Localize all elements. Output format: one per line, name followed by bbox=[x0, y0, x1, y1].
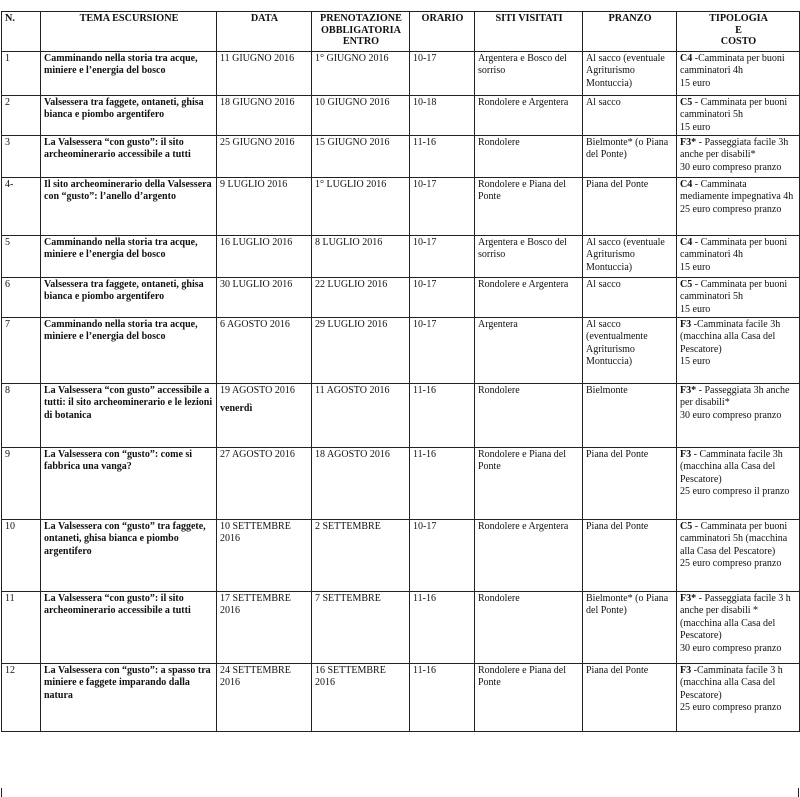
table-row bbox=[2, 664, 800, 732]
header-siti: SITI VISITATI bbox=[475, 12, 583, 52]
header-data: DATA bbox=[217, 12, 312, 52]
cell-n: 11 bbox=[2, 592, 41, 664]
cell-n: 7 bbox=[2, 318, 41, 384]
cell-prenotazione: 22 LUGLIO 2016 bbox=[312, 278, 410, 318]
table-row bbox=[2, 52, 800, 96]
cell-n: 6 bbox=[2, 278, 41, 318]
cell-siti: Rondolere bbox=[475, 136, 583, 178]
table-row bbox=[2, 96, 800, 136]
cell-pranzo: Piana del Ponte bbox=[583, 664, 677, 732]
cell-data: 16 LUGLIO 2016 bbox=[217, 236, 312, 278]
table-row bbox=[2, 520, 800, 592]
cell-data: 24 SETTEMBRE 2016 bbox=[217, 664, 312, 732]
cell-siti: Rondolere bbox=[475, 384, 583, 448]
cell-pranzo: Al sacco (eventualmente Agriturismo Montuccia) bbox=[583, 318, 677, 384]
table-row bbox=[2, 136, 800, 178]
cell-orario: 10-17 bbox=[410, 318, 475, 384]
table-row bbox=[2, 278, 800, 318]
cell-n: 3 bbox=[2, 136, 41, 178]
table-row bbox=[2, 448, 800, 520]
cell-tipologia: F3* - Passeggiata facile 3h anche per disabili* 30 euro compreso pranzo bbox=[677, 136, 800, 178]
table-header-row bbox=[2, 12, 800, 52]
cell-pranzo: Al sacco bbox=[583, 96, 677, 136]
cell-pranzo: Bielmonte* (o Piana del Ponte) bbox=[583, 136, 677, 178]
header-tema: TEMA ESCURSIONE bbox=[41, 12, 217, 52]
cell-pranzo: Piana del Ponte bbox=[583, 178, 677, 236]
cell-orario: 10-17 bbox=[410, 178, 475, 236]
cell-prenotazione: 8 LUGLIO 2016 bbox=[312, 236, 410, 278]
cell-tema: Camminando nella storia tra acque, miniere e l’energia del bosco bbox=[41, 52, 217, 96]
cell-prenotazione: 1° LUGLIO 2016 bbox=[312, 178, 410, 236]
table-row bbox=[2, 236, 800, 278]
cell-data: 10 SETTEMBRE 2016 bbox=[217, 520, 312, 592]
cell-tipologia: C4 - Camminata mediamente impegnativa 4h 25 euro compreso pranzo bbox=[677, 178, 800, 236]
cell-tipologia: F3* - Passeggiata facile 3 h anche per disabili * (macchina alla Casa del Pescatore) 30 euro compreso pranzo bbox=[677, 592, 800, 664]
cell-tema: La Valsessera “con gusto”: il sito archeominerario accessibile a tutti bbox=[41, 592, 217, 664]
cell-tema: Valsessera tra faggete, ontaneti, ghisa bianca e piombo argentifero bbox=[41, 96, 217, 136]
cell-orario: 10-18 bbox=[410, 96, 475, 136]
table-row bbox=[2, 178, 800, 236]
cell-data: 11 GIUGNO 2016 bbox=[217, 52, 312, 96]
cell-siti: Rondolere e Piana del Ponte bbox=[475, 664, 583, 732]
cell-n: 9 bbox=[2, 448, 41, 520]
cell-pranzo: Piana del Ponte bbox=[583, 520, 677, 592]
cell-n: 12 bbox=[2, 664, 41, 732]
cell-tema: La Valsessera con “gusto”: a spasso tra miniere e faggete imparando dalla natura bbox=[41, 664, 217, 732]
cell-orario: 10-17 bbox=[410, 52, 475, 96]
cell-orario: 10-17 bbox=[410, 520, 475, 592]
cell-siti: Rondolere e Argentera bbox=[475, 520, 583, 592]
cell-tipologia: C5 - Camminata per buoni camminatori 5h 15 euro bbox=[677, 96, 800, 136]
cell-orario: 11-16 bbox=[410, 136, 475, 178]
cell-tipologia: F3 -Camminata facile 3h (macchina alla Casa del Pescatore) 15 euro bbox=[677, 318, 800, 384]
cell-tema: La Valsessera con “gusto” tra faggete, ontaneti, ghisa bianca e piombo argentifero bbox=[41, 520, 217, 592]
header-prenotazione: PRENOTAZIONE OBBLIGATORIA ENTRO bbox=[312, 12, 410, 52]
cell-tema: Valsessera tra faggete, ontaneti, ghisa bianca e piombo argentifero bbox=[41, 278, 217, 318]
cell-prenotazione: 7 SETTEMBRE bbox=[312, 592, 410, 664]
cell-siti: Rondolere e Argentera bbox=[475, 96, 583, 136]
cell-prenotazione: 15 GIUGNO 2016 bbox=[312, 136, 410, 178]
cell-siti: Argentera e Bosco del sorriso bbox=[475, 52, 583, 96]
cell-siti: Argentera bbox=[475, 318, 583, 384]
cell-n: 1 bbox=[2, 52, 41, 96]
table-row bbox=[2, 384, 800, 448]
table-continuation bbox=[1, 788, 799, 797]
cell-siti: Rondolere e Piana del Ponte bbox=[475, 178, 583, 236]
cell-data: 17 SETTEMBRE 2016 bbox=[217, 592, 312, 664]
cell-siti: Rondolere e Argentera bbox=[475, 278, 583, 318]
cell-data: 27 AGOSTO 2016 bbox=[217, 448, 312, 520]
cell-prenotazione: 10 GIUGNO 2016 bbox=[312, 96, 410, 136]
table-row bbox=[2, 318, 800, 384]
cell-siti: Argentera e Bosco del sorriso bbox=[475, 236, 583, 278]
cell-prenotazione: 29 LUGLIO 2016 bbox=[312, 318, 410, 384]
cell-prenotazione: 1° GIUGNO 2016 bbox=[312, 52, 410, 96]
cell-tipologia: C4 -Camminata per buoni camminatori 4h 15 euro bbox=[677, 52, 800, 96]
cell-tipologia: F3 - Camminata facile 3h (macchina alla Casa del Pescatore) 25 euro compreso il pranzo bbox=[677, 448, 800, 520]
cell-tipologia: C5 - Camminata per buoni camminatori 5h (macchina alla Casa del Pescatore) 25 euro compreso pranzo bbox=[677, 520, 800, 592]
cell-tema: La Valsessera “con gusto” accessibile a tutti: il sito archeominerario e le lezioni di botanica bbox=[41, 384, 217, 448]
cell-n: 2 bbox=[2, 96, 41, 136]
cell-pranzo: Al sacco bbox=[583, 278, 677, 318]
cell-data: 18 GIUGNO 2016 bbox=[217, 96, 312, 136]
cell-n: 10 bbox=[2, 520, 41, 592]
cell-tipologia: F3* - Passeggiata 3h anche per disabili* 30 euro compreso pranzo bbox=[677, 384, 800, 448]
cell-pranzo: Bielmonte* (o Piana del Ponte) bbox=[583, 592, 677, 664]
cell-tema: La Valsessera con “gusto”: come si fabbrica una vanga? bbox=[41, 448, 217, 520]
cell-n: 8 bbox=[2, 384, 41, 448]
cell-orario: 11-16 bbox=[410, 448, 475, 520]
cell-n: 4- bbox=[2, 178, 41, 236]
cell-siti: Rondolere bbox=[475, 592, 583, 664]
cell-orario: 11-16 bbox=[410, 384, 475, 448]
cell-orario: 10-17 bbox=[410, 236, 475, 278]
cell-siti: Rondolere e Piana del Ponte bbox=[475, 448, 583, 520]
cell-orario: 10-17 bbox=[410, 278, 475, 318]
cell-orario: 11-16 bbox=[410, 592, 475, 664]
cell-pranzo: Piana del Ponte bbox=[583, 448, 677, 520]
cell-prenotazione: 11 AGOSTO 2016 bbox=[312, 384, 410, 448]
excursions-table bbox=[1, 11, 800, 732]
cell-data: 19 AGOSTO 2016 venerdì bbox=[217, 384, 312, 448]
cell-n: 5 bbox=[2, 236, 41, 278]
cell-tema: La Valsessera “con gusto”: il sito archeominerario accessibile a tutti bbox=[41, 136, 217, 178]
header-tipologia: TIPOLOGIA E COSTO bbox=[677, 12, 800, 52]
header-n: N. bbox=[2, 12, 41, 52]
cell-pranzo: Al sacco (eventuale Agriturismo Montuccia) bbox=[583, 236, 677, 278]
cell-prenotazione: 16 SETTEMBRE 2016 bbox=[312, 664, 410, 732]
cell-tipologia: C4 - Camminata per buoni camminatori 4h 15 euro bbox=[677, 236, 800, 278]
header-orario: ORARIO bbox=[410, 12, 475, 52]
cell-data: 25 GIUGNO 2016 bbox=[217, 136, 312, 178]
cell-tema: Camminando nella storia tra acque, miniere e l’energia del bosco bbox=[41, 318, 217, 384]
cell-data: 9 LUGLIO 2016 bbox=[217, 178, 312, 236]
cell-data: 6 AGOSTO 2016 bbox=[217, 318, 312, 384]
cell-tipologia: C5 - Camminata per buoni camminatori 5h 15 euro bbox=[677, 278, 800, 318]
header-pranzo: PRANZO bbox=[583, 12, 677, 52]
cell-orario: 11-16 bbox=[410, 664, 475, 732]
cell-tipologia: F3 -Camminata facile 3 h (macchina alla Casa del Pescatore) 25 euro compreso pranzo bbox=[677, 664, 800, 732]
cell-prenotazione: 2 SETTEMBRE bbox=[312, 520, 410, 592]
cell-data: 30 LUGLIO 2016 bbox=[217, 278, 312, 318]
cell-tema: Camminando nella storia tra acque, miniere e l’energia del bosco bbox=[41, 236, 217, 278]
table-row bbox=[2, 592, 800, 664]
cell-pranzo: Al sacco (eventuale Agriturismo Montuccia) bbox=[583, 52, 677, 96]
cell-tema: Il sito archeominerario della Valsessera con “gusto”: l’anello d’argento bbox=[41, 178, 217, 236]
cell-prenotazione: 18 AGOSTO 2016 bbox=[312, 448, 410, 520]
cell-pranzo: Bielmonte bbox=[583, 384, 677, 448]
